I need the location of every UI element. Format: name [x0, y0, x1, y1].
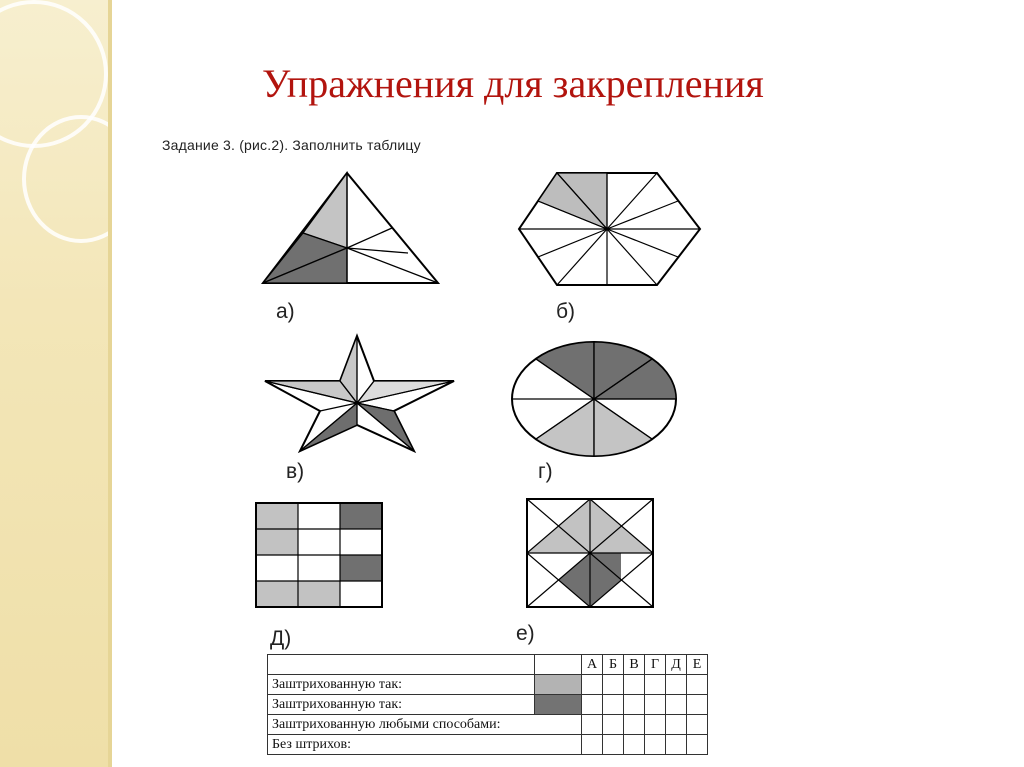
answer-cell[interactable] — [687, 695, 708, 715]
figure-hexagon — [515, 168, 705, 290]
column-header: Д — [666, 655, 687, 675]
answer-cell[interactable] — [666, 735, 687, 755]
column-header: А — [582, 655, 603, 675]
answer-cell[interactable] — [645, 735, 666, 755]
row-label: Заштрихованную так: — [268, 675, 535, 695]
table-row — [268, 695, 708, 715]
answer-cell[interactable] — [603, 735, 624, 755]
table-header-row — [268, 655, 708, 675]
answer-cell[interactable] — [624, 695, 645, 715]
answer-cell[interactable] — [645, 695, 666, 715]
answer-cell[interactable] — [666, 675, 687, 695]
sidebar-edge — [108, 0, 112, 767]
table-header-empty — [268, 655, 535, 675]
figure-star — [262, 333, 457, 455]
answer-cell[interactable] — [645, 675, 666, 695]
answer-cell[interactable] — [624, 735, 645, 755]
row-label: Без штрихов: — [268, 735, 582, 755]
table-row — [268, 675, 708, 695]
answer-cell[interactable] — [624, 675, 645, 695]
table-header-swatch — [535, 655, 582, 675]
row-swatch — [535, 675, 582, 695]
column-header: В — [624, 655, 645, 675]
figure-triangle — [255, 168, 445, 288]
slide-title: Упражнения для закрепления — [262, 61, 764, 106]
answer-cell[interactable] — [603, 695, 624, 715]
answer-cell[interactable] — [582, 715, 603, 735]
row-label: Заштрихованную любыми способами: — [268, 715, 582, 735]
answer-cell[interactable] — [687, 735, 708, 755]
column-header: Б — [603, 655, 624, 675]
figure-label-g: г) — [538, 460, 553, 483]
decorative-sidebar — [0, 0, 112, 767]
table-row — [268, 735, 708, 755]
answer-cell[interactable] — [666, 695, 687, 715]
figure-label-a: а) — [276, 300, 295, 323]
answer-cell[interactable] — [624, 715, 645, 735]
row-label: Заштрихованную так: — [268, 695, 535, 715]
column-header: Г — [645, 655, 666, 675]
answer-table — [267, 654, 708, 755]
figure-label-v: в) — [286, 460, 305, 483]
decorative-ring-icon — [22, 115, 140, 243]
answer-cell[interactable] — [582, 675, 603, 695]
answer-cell[interactable] — [645, 715, 666, 735]
figure-label-b: б) — [556, 300, 576, 323]
column-header: Е — [687, 655, 708, 675]
figure-square — [524, 497, 656, 609]
task-text: Задание 3. (рис.2). Заполнить таблицу — [162, 137, 421, 153]
answer-cell[interactable] — [582, 735, 603, 755]
figure-ellipse — [508, 338, 680, 460]
figure-label-d: Д) — [270, 627, 292, 650]
answer-cell[interactable] — [687, 675, 708, 695]
row-swatch — [535, 695, 582, 715]
answer-cell[interactable] — [666, 715, 687, 735]
answer-cell[interactable] — [603, 715, 624, 735]
figure-label-e: е) — [516, 622, 535, 645]
figure-grid — [254, 500, 384, 610]
answer-cell[interactable] — [687, 715, 708, 735]
answer-cell[interactable] — [582, 695, 603, 715]
answer-cell[interactable] — [603, 675, 624, 695]
table-row — [268, 715, 708, 735]
